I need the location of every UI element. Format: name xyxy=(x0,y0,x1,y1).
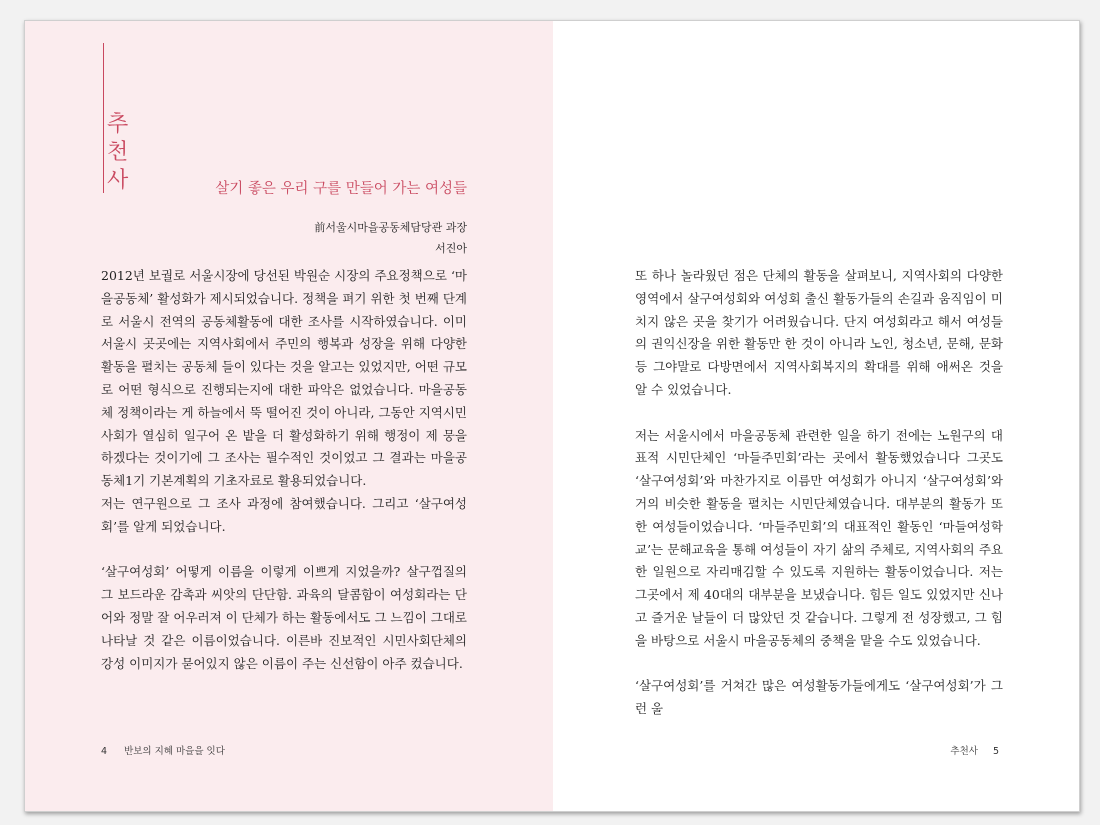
book-spread xyxy=(24,20,1080,812)
title-char: 천 xyxy=(107,140,129,165)
article-subtitle: 살기 좋은 우리 구를 만들어 가는 여성들 xyxy=(215,181,467,197)
paragraph: 또 하나 놀라웠던 점은 단체의 활동을 살펴보니, 지역사회의 다양한 영역에서 살구여성회와 여성회 출신 활동가들의 손길과 움직임이 미치지 않은 곳을 찾기가 어려웠습니다. 단지 여성회라고 해서 여성들의 권익신장을 위한 활동만 한 것이 아니라 노인, 청소년, 문해, 문화 등 그야말로 다방면에서 지역사회복지의 확대를 위해 애써온 것을 알 수 있었습니다. xyxy=(635,268,1003,397)
paragraph: 2012년 보궐로 서울시장에 당선된 박원순 시장의 주요정책으로 ‘마을공동체’ 활성화가 제시되었습니다. 정책을 펴기 위한 첫 번째 단계로 서울시 전역의 공동체활동에 대한 조사를 시작하였습니다. 이미 서울시 곳곳에는 지역사회에서 주민의 행복과 성장을 위해 다양한 활동을 펼치는 공동체 들이 있다는 것을 알고는 있었지만, 어떤 규모로 어떤 형식으로 진행되는지에 대한 파악은 없었습니다. 마을공동체 정책이라는 게 하늘에서 뚝 떨어진 것이 아니라, 그동안 지역시민사회가 열심히 일구어 온 밭을 더 활성화하기 위해 행정이 제 뭉을 하겠다는 것이기에 그 조사는 필수적인 것이었고 그 결과는 마을공동체1기 기본계획의 기초자료로 활용되었습니다. xyxy=(101,268,467,489)
paragraph-gap xyxy=(101,539,467,562)
title-vertical-rule xyxy=(103,43,104,193)
left-footer xyxy=(101,743,225,757)
page-number: 4 xyxy=(101,746,108,757)
paragraph: ‘살구여성회’를 거쳐간 많은 여성활동가들에게도 ‘살구여성회’가 그런 울 xyxy=(635,678,1003,717)
left-page xyxy=(25,21,553,811)
page-number: 5 xyxy=(992,746,999,757)
left-body-text xyxy=(101,265,467,675)
paragraph: ‘살구여성회’ 어떻게 이름을 이렇게 이쁘게 지었을까? 살구껍질의 그 보드라운 감촉과 씨앗의 단단함. 과육의 달콤함이 여성회라는 단어와 정말 잘 어우러져 이 단체가 하는 활동에서도 그 느낌이 그대로 나타날 것 같은 이름이었습니다. 이른바 진보적인 시민사회단체의 강성 이미지가 묻어있지 않은 이름이 주는 신선함이 아주 컸습니다. xyxy=(101,564,467,671)
paragraph: 저는 연구원으로 그 조사 과정에 참여했습니다. 그리고 ‘살구여성회’를 알게 되었습니다. xyxy=(101,495,467,534)
title-char: 사 xyxy=(107,168,129,193)
author-name: 서진아 xyxy=(435,242,467,255)
paragraph-gap xyxy=(635,402,1003,425)
running-title: 반보의 지혜 마을을 잇다 xyxy=(124,746,225,757)
right-footer xyxy=(950,743,999,757)
running-title: 추천사 xyxy=(950,746,978,757)
paragraph: 저는 서울시에서 마을공동체 관련한 일을 하기 전에는 노원구의 대표적 시민단체인 ‘마들주민회’라는 곳에서 활동했었습니다 그곳도 ‘살구여성회’와 마찬가지로 이름만 여성회가 아니지 ‘살구여성회’와 거의 비슷한 활동을 펼치는 시민단체였습니다. 대부분의 활동가 또한 여성들이었습니다. ‘마들주민회’의 대표적인 활동인 ‘마들여성학교’는 문해교육을 통해 여성들이 자기 삶의 주체로, 지역사회의 주요한 일원으로 자리매김할 수 있도록 지원하는 활동이었습니다. 저는 그곳에서 제 40대의 대부분을 보냈습니다. 힘든 일도 있었지만 신나고 즐거운 날들이 더 많았던 것 같습니다. 그렇게 전 성장했고, 그 힘을 바탕으로 서울시 마을공동체의 중책을 맡을 수도 있었습니다. xyxy=(635,427,1003,648)
author-block xyxy=(225,217,467,259)
right-page xyxy=(553,21,1079,811)
right-body-text xyxy=(635,265,1003,721)
author-position: 前서울시마을공동체담당관 과장 xyxy=(314,221,467,234)
paragraph-gap xyxy=(635,653,1003,676)
section-title-vertical xyxy=(107,111,137,195)
title-char: 추 xyxy=(107,112,129,137)
